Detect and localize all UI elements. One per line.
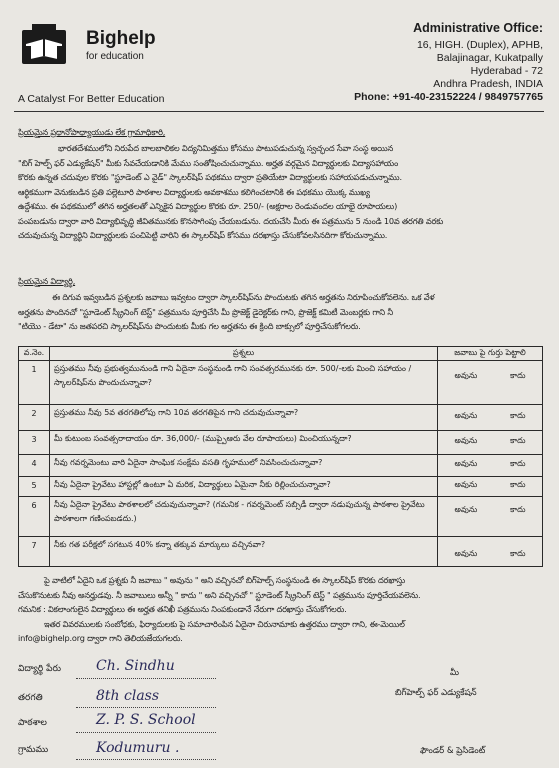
eligibility-table <box>18 346 543 567</box>
column-header-question: ప్రశ్నలు <box>50 347 438 361</box>
row-number: 3 <box>19 431 50 455</box>
column-header-answer: జవాబు పై గుర్తు పెట్టాలి <box>438 347 543 361</box>
answer-options <box>438 431 543 455</box>
paragraph-line: చదువుచున్న విద్యార్థిని విద్యార్థులకు పంచిపెట్టి వారిని ఈ స్కాలర్‌షిప్ కోసము దరఖాస్తు చేసుకోవలసినదిగా కోరుచున్నాము. <box>18 230 388 240</box>
row-number: 4 <box>19 455 50 477</box>
yes-option[interactable]: అవును <box>454 480 478 489</box>
name-field[interactable]: Ch. Sindhu <box>96 658 175 674</box>
class-field-line <box>76 707 216 708</box>
office-phone: Phone: +91-40-23152224 / 9849757765 <box>354 91 543 103</box>
office-title: Administrative Office: <box>413 21 543 35</box>
brand-subtitle: for education <box>86 51 144 62</box>
paragraph-line: ఈ దిగువ ఇవ్వబడిన ప్రశ్నలకు జవాబు ఇవ్వటం ద్వారా స్కాలర్‌షిప్‌ను పొందుటకు తగిన అర్హతను నిరూపించుకోవలెను. ఒక వేళ <box>52 292 435 302</box>
class-field[interactable]: 8th class <box>96 688 160 704</box>
question-text: ప్రస్తుతము నీవు 5వ తరగతిలోపు గాని 10వ తరగతిపైన గాని చదువుచున్నావా? <box>50 405 438 431</box>
answer-options <box>438 405 543 431</box>
question-text: ప్రస్తుతము నీవు ప్రభుత్వమునుండి గాని ఏదైనా సంస్థనుండి గాని సంవత్సరమునకు రూ. 500/-లకు మించి సహాయం / స్కాలర్‌షిప్‌ను పొందుచున్నావా? <box>50 361 438 405</box>
paragraph-line: పంపబడును ద్వారా వారి విద్యాభివృద్ధి జీవితమునకు కొనసాగింపు చేయబడును. దయచేసి మీరు ఈ పత్రమును 5 నుండి 10వ తరగతి వరకు <box>18 215 444 226</box>
row-number: 1 <box>19 361 50 405</box>
note-line: గమనిక : వికలాంగులైన విద్యార్థులు ఈ అర్హత తనిఖీ పత్రమును నింపకుండానే నేరుగా దరఖాస్తు చేసుకోగలరు. <box>18 604 347 614</box>
question-text: నీవు ఏదైనా ప్రైవేటు పాఠశాలలో చదువుచున్నావా? (గమనిక - గవర్నమెంట్ సబ్సిడీ ద్వారా నడుపుచున్న పాఠశాల ప్రైవేటు పాఠశాలగా గణింపబడదు.) <box>50 497 438 537</box>
no-option[interactable]: కాదు <box>510 549 526 558</box>
row-number: 2 <box>19 405 50 431</box>
answer-options <box>438 497 543 537</box>
yes-option[interactable]: అవును <box>454 411 478 420</box>
office-line: Hyderabad - 72 <box>470 65 543 77</box>
brand-name: Bighelp <box>86 28 156 49</box>
no-option[interactable]: కాదు <box>510 411 526 420</box>
paragraph-line: "టియొ - డేటా" ను జతపరచి స్కాలర్‌షిప్‌ను పొందుటకు మీకు గల అర్హతను ఈ క్రింది బాక్సులో పూర్తిచేసుకోగలరు. <box>18 321 361 331</box>
answer-options <box>438 537 543 567</box>
question-text: మీ కుటుంబ సంవత్సరాదాయం రూ. 36,000/- (ముప్పైఆరు వేల రూపాయలు) మించియున్నదా? <box>50 431 438 455</box>
paragraph-line: ఆర్థికముగా వెనుకబడిన ప్రతి పల్లెటూరి పాఠశాల విద్యార్థులకు అవకాశము కలిగించటానికి ఈ పథకము యొక్క ముఖ్య <box>18 186 370 197</box>
village-field-line <box>76 759 216 760</box>
note-line: పై వాటిలో ఏదైని ఒక ప్రశ్నకు నీ జవాబు " అవును " అని వచ్చినచో బిగ్‌హెల్ప్ సంస్థనుండి ఈ స్కాలర్‌షిప్ కొరకు దరఖాస్తు <box>44 575 405 585</box>
table-row <box>19 455 543 477</box>
note-line: చేసుకొనుటకు నీవు అనర్హుడవు. నీ జవాబులు అన్నీ " కాదు " అని వచ్చినచో " స్టూడెంట్ స్క్రీనింగ్ టెస్ట్ " పత్రమును పూర్తిచేయవలెను. <box>18 589 421 600</box>
paragraph-line: ఉద్దేశము. ఈ పథకములో తగిన అర్హతలతో ఎన్నికైన విద్యార్థుల కొరకు రూ. 250/- (అక్షరాల రెండువందల యాభై రూపాయలు) <box>18 201 398 211</box>
yes-option[interactable]: అవును <box>454 371 478 380</box>
paragraph-student <box>18 290 540 334</box>
row-number: 5 <box>19 477 50 497</box>
paragraph-line: అర్హతను పొందినచో "స్టూడెంట్ స్క్రీనింగ్ టెస్ట్" పత్రమును పూర్తిచేసి మీ ప్రొజెక్ట్ డైరెక్టర్‌కు గాని, ప్రొజెక్ట్ కమిటీ మెంబర్లకు గాని నీ <box>18 306 393 317</box>
no-option[interactable]: కాదు <box>510 505 526 514</box>
table-header-row <box>19 347 543 361</box>
row-number: 7 <box>19 537 50 567</box>
header-divider <box>14 111 544 112</box>
question-text: నీవు ఏదైనా ప్రైవేటు హాస్టల్లో ఉంటూ ఏ మరిక, విద్యార్థులు ఏమైనా నీకు రిల్లించుచున్నావా? <box>50 477 438 497</box>
note-line: ఇతర వివరములకు సంబోధకు, ఫిర్యాదులకు పై సమాచారింపిన ఏదైనా చిరునామాకు ఉత్తరము ద్వారా గాని, ఈ-మెయిల్ <box>44 618 405 629</box>
row-number: 6 <box>19 497 50 537</box>
yes-option[interactable]: అవును <box>454 436 478 445</box>
table-row <box>19 361 543 405</box>
paragraph-line: భారతదేశములోని నిరుపేద బాలబాలికల విద్యనిమిత్తము కోసము పాటుపడుచున్న స్వచ్ఛంద సేవా సంస్థ అయిన <box>58 143 394 153</box>
no-option[interactable]: కాదు <box>510 480 526 489</box>
office-address <box>303 22 543 104</box>
table-row <box>19 497 543 537</box>
answer-options <box>438 361 543 405</box>
tagline: A Catalyst For Better Education <box>18 93 165 105</box>
salutation-student: ప్రియమైన విద్యార్థి, <box>18 276 76 286</box>
paragraph-line: "బిగ్ హెల్ప్ ఫర్ ఎడ్యుకేషన్" మీకు సేవచేయడానికి మేము సంతోషించుచున్నాము. అర్హత వర్గమైన విద్యార్థులకు విద్యాసహాయం <box>18 157 399 168</box>
school-field[interactable]: Z. P. S. School <box>96 712 196 728</box>
village-label: గ్రామము <box>18 745 49 755</box>
no-option[interactable]: కాదు <box>510 436 526 445</box>
notes-section <box>18 573 540 646</box>
no-option[interactable]: కాదు <box>510 459 526 468</box>
school-label: పాఠశాల <box>18 718 47 728</box>
yes-option[interactable]: అవును <box>454 549 478 558</box>
paragraph-line: కొరకు ఉన్నత చదువుల కొరకు "స్టూడెంట్ ఎ వైడ్" స్కాలర్‌షిప్ పథకము ద్వారా ప్రతియేటా విద్యార్థులకు సహాయపడుచున్నాము. <box>18 172 402 182</box>
paragraph-intro <box>18 141 540 243</box>
yes-option[interactable]: అవును <box>454 505 478 514</box>
table-row <box>19 431 543 455</box>
question-text: నీవు గవర్నమెంటు వారి ఏదైనా సాంఘిక సంక్షేమ వసతి గృహములో నివసించుచున్నావా? <box>50 455 438 477</box>
office-line: 16, HIGH. (Duplex), APHB, <box>416 39 543 51</box>
yes-option[interactable]: అవును <box>454 459 478 468</box>
column-header-number: వ.నెం. <box>19 347 50 361</box>
class-label: తరగతి <box>18 693 43 703</box>
salutation-headmaster: ప్రియమైన ప్రధానోపాధ్యాయుడు లేక గ్రామాధికారి, <box>18 127 166 137</box>
bighelp-logo-icon <box>18 20 70 70</box>
school-field-line <box>76 732 216 733</box>
question-text: నీకు గత పరీక్షలో సగటున 40% కన్నా తక్కువ మార్కులు వచ్చినవా? <box>50 537 438 567</box>
note-line: info@bighelp.org ద్వారా గాని తెలియజేయగలరు. <box>18 633 183 643</box>
office-line: Balajinagar, Kukatpally <box>436 52 543 64</box>
name-label: విద్యార్థి పేరు <box>18 664 61 674</box>
table-row <box>19 405 543 431</box>
answer-options <box>438 477 543 497</box>
name-field-line <box>76 678 216 679</box>
office-line: Andhra Pradesh, INDIA <box>433 78 543 90</box>
signature-title: ఫౌండర్ & ప్రెసిడెంట్ <box>420 746 486 756</box>
answer-options <box>438 455 543 477</box>
village-field[interactable]: Kodumuru . <box>96 740 180 756</box>
signature-line: మీ <box>450 668 459 678</box>
signature-org: బిగ్‌హెల్ప్ ఫర్ ఎడ్యుకేషన్ <box>395 688 477 698</box>
no-option[interactable]: కాదు <box>510 371 526 380</box>
table-row <box>19 477 543 497</box>
table-row <box>19 537 543 567</box>
